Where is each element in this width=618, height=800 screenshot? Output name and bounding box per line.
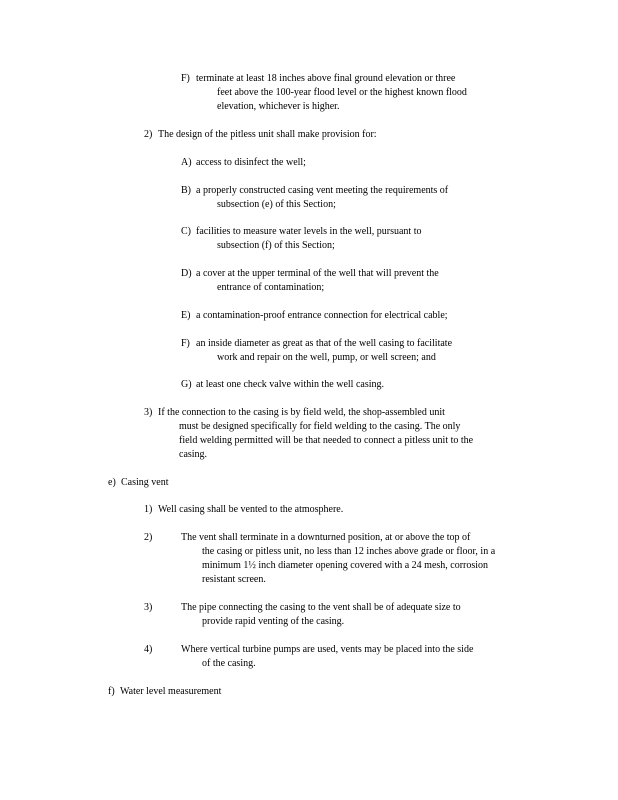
item-text (144, 643, 544, 671)
text-line: provide rapid venting of the casing. (202, 616, 345, 627)
text-line: minimum 1½ inch diameter opening covered with a 24 mesh, corrosion (202, 560, 489, 571)
item-text (144, 601, 544, 629)
item-marker: 3) (144, 407, 153, 418)
sub-item-b (181, 184, 541, 212)
text-line: The vent shall terminate in a downturned position, at or above the top of (181, 532, 471, 543)
item-marker: F) (181, 338, 190, 349)
text-line: must be designed specifically for field welding to the casing. The only (179, 421, 461, 432)
text-line: Well casing shall be vented to the atmosphere. (158, 504, 344, 515)
item-text (144, 503, 544, 517)
text-line: a contamination-proof entrance connection for electrical cable; (196, 310, 448, 321)
text-line: an inside diameter as great as that of the well casing to facilitate (196, 338, 453, 349)
list-item-2-design (144, 128, 544, 142)
item-marker: F) (181, 73, 190, 84)
text-line: subsection (f) of this Section; (217, 240, 335, 251)
item-marker: D) (181, 268, 192, 279)
text-line: a properly constructed casing vent meeting the requirements of (196, 185, 449, 196)
sub-item-e (181, 309, 541, 323)
section-heading-f (108, 685, 358, 699)
item-text (181, 337, 541, 365)
text-line: casing. (179, 449, 208, 460)
item-text (181, 267, 541, 295)
text-line: a cover at the upper terminal of the well that will prevent the (196, 268, 439, 279)
sub-item-d (181, 267, 541, 295)
vent-item-4 (144, 643, 544, 671)
list-item-f-terminate (181, 72, 541, 114)
sub-item-f (181, 337, 541, 365)
vent-item-2 (144, 531, 544, 587)
text-line: The design of the pitless unit shall make provision for: (158, 129, 377, 140)
list-item-3-connection (144, 406, 544, 462)
item-marker: 4) (144, 644, 153, 655)
item-text (181, 156, 541, 170)
item-marker: C) (181, 226, 191, 237)
text-line: If the connection to the casing is by field weld, the shop-assembled unit (158, 407, 445, 418)
sub-item-g (181, 378, 541, 392)
item-marker: B) (181, 185, 191, 196)
section-heading-e (108, 476, 308, 490)
item-text (181, 225, 541, 253)
item-text (144, 128, 544, 142)
text-line: work and repair on the well, pump, or well screen; and (217, 352, 436, 363)
item-marker: E) (181, 310, 191, 321)
text-line: Where vertical turbine pumps are used, vents may be placed into the side (181, 644, 474, 655)
item-text (144, 531, 544, 587)
text-line: facilities to measure water levels in the well, pursuant to (196, 226, 422, 237)
text-line: terminate at least 18 inches above final ground elevation or three (196, 73, 456, 84)
text-line: subsection (e) of this Section; (217, 199, 336, 210)
text-line: the casing or pitless unit, no less than 12 inches above grade or floor, in a (202, 546, 496, 557)
item-marker: A) (181, 157, 192, 168)
item-marker: 1) (144, 504, 153, 515)
item-text (181, 184, 541, 212)
sub-item-c (181, 225, 541, 253)
item-marker: 3) (144, 602, 153, 613)
item-marker: 2) (144, 532, 153, 543)
text-line: entrance of contamination; (217, 282, 325, 293)
text-line: elevation, whichever is higher. (217, 101, 340, 112)
section-marker: e) (108, 477, 116, 488)
item-text (144, 406, 544, 462)
text-line: feet above the 100-year flood level or the highest known flood (217, 87, 467, 98)
text-line: access to disinfect the well; (196, 157, 306, 168)
text-line: resistant screen. (202, 574, 266, 585)
item-text (181, 309, 541, 323)
text-line: The pipe connecting the casing to the vent shall be of adequate size to (181, 602, 461, 613)
text-line: Casing vent (121, 477, 169, 488)
item-text (181, 378, 541, 392)
section-title (108, 685, 358, 699)
text-line: Water level measurement (120, 686, 222, 697)
vent-item-1 (144, 503, 544, 517)
section-marker: f) (108, 686, 115, 697)
text-line: of the casing. (202, 658, 256, 669)
item-marker: G) (181, 379, 192, 390)
section-title (108, 476, 308, 490)
text-line: field welding permitted will be that needed to connect a pitless unit to the (179, 435, 474, 446)
item-text (181, 72, 541, 114)
item-marker: 2) (144, 129, 153, 140)
text-line: at least one check valve within the well casing. (196, 379, 384, 390)
sub-item-a (181, 156, 541, 170)
vent-item-3 (144, 601, 544, 629)
